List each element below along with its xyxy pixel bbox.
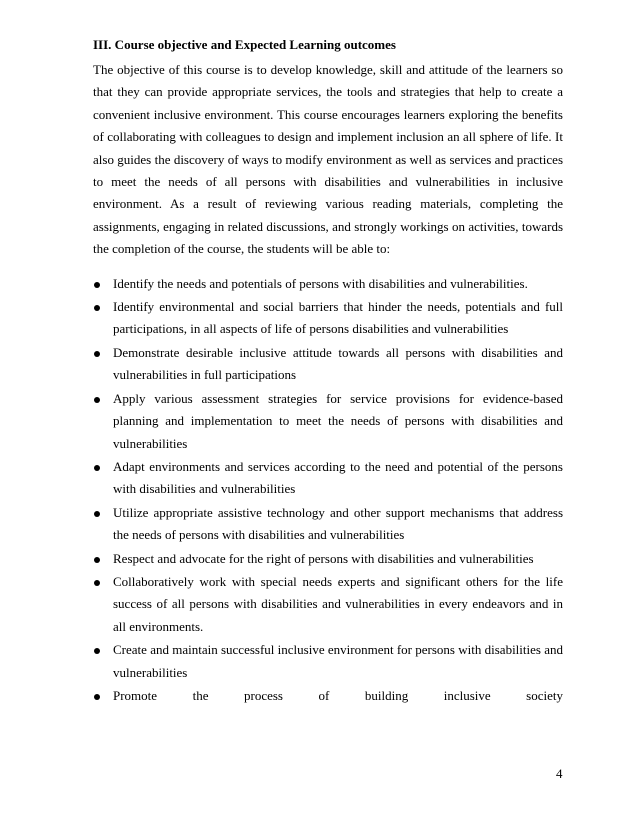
list-item-text: Demonstrate desirable inclusive attitude towards all persons with disabilities and vulnerabilities in full participations bbox=[113, 344, 563, 383]
list-item-text: Collaboratively work with special needs experts and significant others for the life success of all persons with disabilities and vulnerabilities in every endeavors and in all environments. bbox=[113, 573, 563, 634]
word: the bbox=[192, 687, 209, 703]
word: building bbox=[364, 687, 409, 703]
list-item bbox=[93, 548, 563, 570]
bullet-icon bbox=[94, 580, 100, 586]
list-item bbox=[93, 456, 563, 501]
section-heading: III. Course objective and Expected Learning outcomes bbox=[93, 37, 396, 52]
bullet-icon bbox=[94, 351, 100, 357]
list-item bbox=[93, 502, 563, 547]
bullet-icon bbox=[94, 397, 100, 403]
list-item-text: Utilize appropriate assistive technology and other support mechanisms that address the needs of persons with disabilities and vulnerabilities bbox=[113, 504, 563, 543]
document-page bbox=[93, 37, 563, 708]
list-item bbox=[93, 388, 563, 455]
bullet-icon bbox=[94, 465, 100, 471]
bullet-icon bbox=[94, 282, 100, 288]
list-item bbox=[93, 639, 563, 684]
list-item-text: Respect and advocate for the right of persons with disabilities and vulnerabilities bbox=[113, 550, 534, 566]
list-item-text: Create and maintain successful inclusive environment for persons with disabilities and vulnerabilities bbox=[113, 642, 563, 680]
list-item bbox=[93, 571, 563, 638]
list-item-text bbox=[113, 685, 563, 707]
list-item bbox=[93, 342, 563, 387]
list-item-text: Identify environmental and social barriers that hinder the needs, potentials and full participations, in all aspects of life of persons disabilities and vulnerabilities bbox=[113, 299, 563, 337]
list-item bbox=[93, 273, 563, 295]
intro-paragraph: The objective of this course is to develop knowledge, skill and attitude of the learners so that they can provide appropriate services, the tools and strategies that help to create a convenient inclusive environment. This course encourages learners exploring the benefits of collaborating with colleagues to design and implement inclusion an all sphere of life. It also guides the discovery of ways to modify environment as well as services and practices to meet the needs of all persons with disabilities and vulnerabilities in inclusive environment. As a result of reviewing various reading materials, completing the assignments, engaging in related discussions, and strongly workings on activities, towards the completion of the course, the students will be able to: bbox=[93, 62, 563, 257]
page-number: 4 bbox=[556, 766, 563, 781]
bullet-icon bbox=[94, 648, 100, 654]
word: inclusive bbox=[443, 687, 491, 703]
list-item-text: Adapt environments and services according to the need and potential of the persons with disabilities and vulnerabilities bbox=[113, 458, 563, 497]
bullet-icon bbox=[94, 305, 100, 311]
learning-outcomes-list bbox=[93, 273, 563, 708]
list-item bbox=[93, 296, 563, 341]
word: of bbox=[318, 687, 330, 703]
word: society bbox=[526, 687, 563, 703]
bullet-icon bbox=[94, 557, 100, 563]
word: Promote bbox=[113, 687, 158, 703]
list-item-text: Identify the needs and potentials of persons with disabilities and vulnerabilities. bbox=[113, 275, 528, 291]
list-item-text: Apply various assessment strategies for service provisions for evidence-based planning and implementation to meet the needs of persons with disabilities and vulnerabilities bbox=[113, 390, 563, 451]
word: process bbox=[243, 687, 283, 703]
bullet-icon bbox=[94, 511, 100, 517]
list-item bbox=[93, 685, 563, 707]
bullet-icon bbox=[94, 694, 100, 700]
